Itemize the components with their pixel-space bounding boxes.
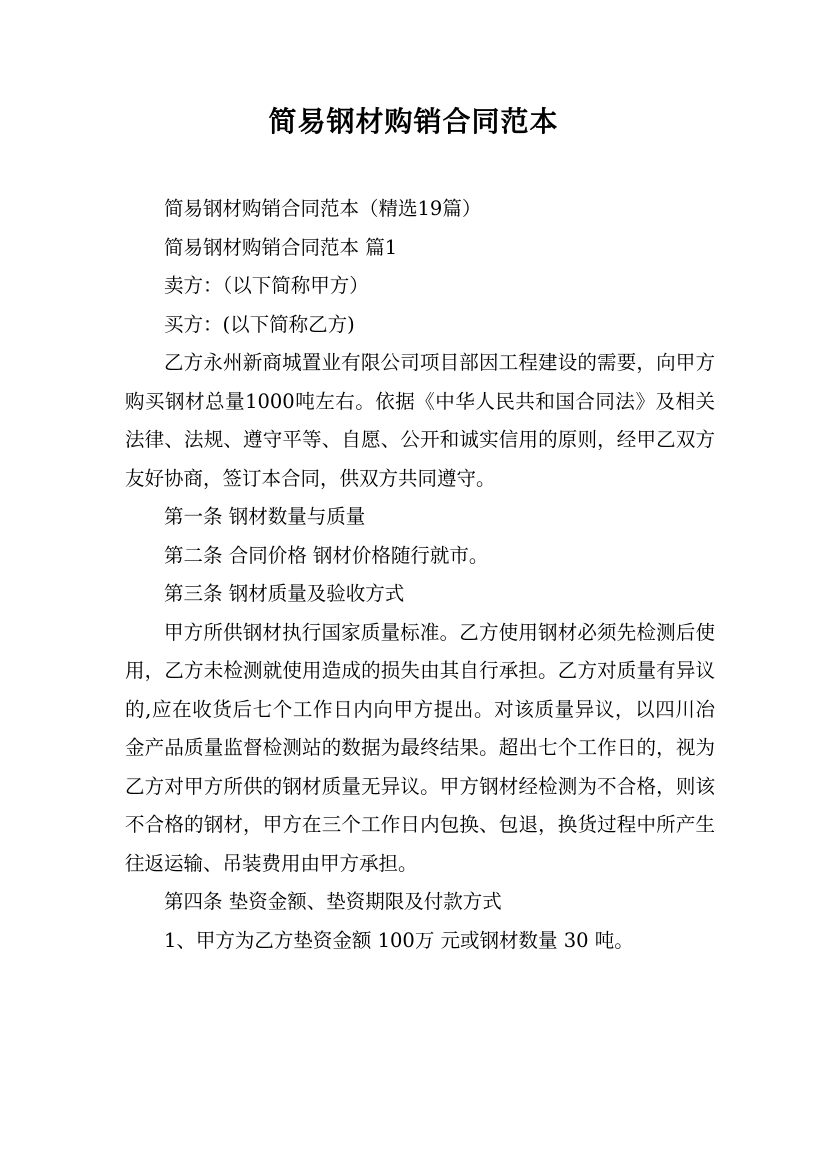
paragraph-subtitle: 简易钢材购销合同范本（精选19篇） — [164, 197, 482, 220]
document-body — [125, 190, 715, 960]
paragraph-article-2: 第二条 合同价格 钢材价格随行就市。 — [164, 543, 489, 567]
paragraph-article-3: 第三条 钢材质量及验收方式 — [164, 582, 405, 605]
paragraph-section-heading: 简易钢材购销合同范本 篇1 — [164, 235, 398, 259]
paragraph-seller: 卖方：（以下简称甲方） — [164, 274, 369, 297]
paragraph-preamble: 乙方永州新商城置业有限公司项目部因工程建设的需要，向甲方购买钢材总量1000吨左右。依据《中华人民共和国合同法》及相关法律、法规、遵守平等、自愿、公开和诚实信用的原则，经甲乙双方友好协商，签订本合同，供双方共同遵守。 — [125, 351, 715, 490]
paragraph-article-4: 第四条 垫资金额、垫资期限及付款方式 — [164, 890, 502, 913]
paragraph-article-1: 第一条 钢材数量与质量 — [164, 505, 366, 528]
paragraph-buyer: 买方：(以下简称乙方) — [164, 312, 355, 336]
paragraph-quality-terms: 甲方所供钢材执行国家质量标准。乙方使用钢材必须先检测后使用，乙方未检测就使用造成的损失由其自行承担。乙方对质量有异议的,应在收货后七个工作日内向甲方提出。对该质量异议，以四川冶金产品质量监督检测站的数据为最终结果。超出七个工作日的，视为乙方对甲方所供的钢材质量无异议。甲方钢材经检测为不合格，则该不合格的钢材，甲方在三个工作日内包换、包退，换货过程中所产生往返运输、吊装费用由甲方承担。 — [125, 620, 715, 875]
document-title: 简易钢材购销合同范本 — [268, 105, 559, 138]
paragraph-clause-1: 1、甲方为乙方垫资金额 100万 元或钢材数量 30 吨。 — [164, 928, 634, 952]
